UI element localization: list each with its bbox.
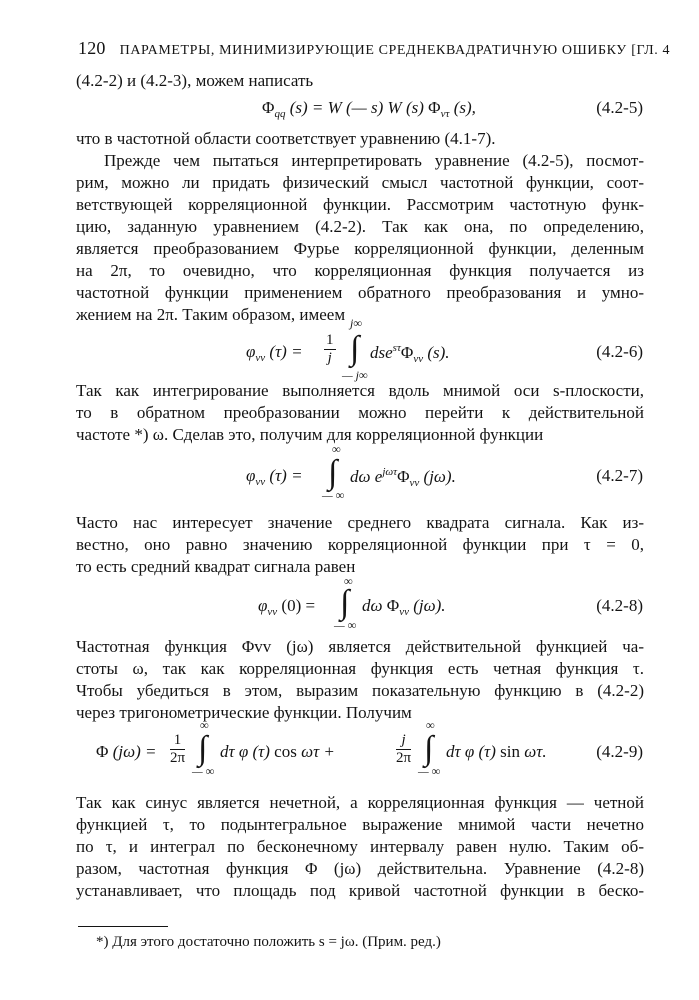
text-line: функцией τ, то подынтегральное выражение мнимой части нечетно	[76, 815, 644, 834]
text-line: Так как синус является нечетной, а корреляционная функция — четной	[76, 793, 644, 812]
text-line: разом, частотная функция Φ (jω) действительна. Уравнение (4.2-8)	[76, 859, 644, 878]
equation-4-2-8: $\varphi_{vv}$ (0) = ∞ ∫ — ∞ dω $\Phi_{vv}$ (jω).	[258, 574, 446, 632]
text-line: Так как интегрирование выполняется вдоль мнимой оси s-плоскости,	[76, 381, 644, 400]
text-line: рим, можно ли придать физический смысл частотной функции, соот-	[76, 173, 644, 192]
equation-4-2-9: Φ (jω) = $\frac{1}{2\pi}$ ∞ ∫ — ∞ dτ φ (τ) cos ωτ + $\frac{j}{2\pi}$ ∞ ∫ — ∞ dτ φ (τ) sin ωτ.	[96, 718, 547, 778]
equation-number: (4.2-5)	[596, 98, 643, 117]
text-line: Чтобы убедиться в этом, выразим показательную функцию в (4.2-2)	[76, 681, 644, 700]
text-line: Часто нас интересует значение среднего квадрата сигнала. Как из-	[76, 513, 644, 532]
chapter-label: [ГЛ. 4	[631, 43, 671, 58]
text-line: ветствующей корреляционной функции. Рассмотрим частотную функ-	[76, 195, 644, 214]
text-line: частотной функции применением обратного преобразования и умно-	[76, 283, 644, 302]
text-line: Частотная функция Φvv (jω) является действительной функцией ча-	[76, 637, 644, 656]
equation-number: (4.2-6)	[596, 342, 643, 361]
equation-number: (4.2-8)	[596, 596, 643, 615]
text-line: частоте *) ω. Сделав это, получим для корреляционной функции	[76, 425, 544, 444]
text-line: через тригонометрические функции. Получим	[76, 703, 412, 722]
text-line: по τ, и интеграл по бесконечному интервалу равен нулю. Таким об-	[76, 837, 644, 856]
equation-4-2-5: $\Phi_{qq}$ (s) = W (— s) W (s) $\Phi_{v\tau}$ (s),	[262, 98, 476, 120]
text-line: (4.2-2) и (4.2-3), можем написать	[76, 71, 314, 90]
page-number: 120	[78, 38, 106, 58]
text-line: что в частотной области соответствует уравнению (4.1-7).	[76, 129, 496, 148]
text-line: цию, заданную уравнением (4.2-2). Так как она, по определению,	[76, 217, 644, 236]
text-line: то в обратном преобразовании можно перейти к действительной	[76, 403, 644, 422]
text-line: жением на 2π. Таким образом, имеем	[76, 305, 346, 324]
text-line: является преобразованием Фурье корреляционной функции, деленным	[76, 239, 644, 258]
running-header	[78, 38, 671, 59]
text-line: устанавливает, что площадь под кривой частотной функции в беско-	[76, 881, 644, 900]
footnote-rule	[78, 926, 168, 927]
text-line: на 2π, то очевидно, что корреляционная функция получается из	[76, 261, 644, 280]
equation-number: (4.2-7)	[596, 466, 643, 485]
equation-4-2-7: $\varphi_{vv}$ (τ) = ∞ ∫ — ∞ dω $e^{j\omega\tau}\Phi_{vv}$ (jω).	[246, 442, 456, 502]
text-line: Прежде чем пытаться интерпретировать уравнение (4.2-5), посмот-	[104, 151, 644, 170]
equation-4-2-6: $\varphi_{vv}$ (τ) = $\frac{1}{j}$ j∞ ∫ — j∞ $dse^{s\tau}\Phi_{vv}$ (s).	[246, 316, 450, 382]
running-title: ПАРАМЕТРЫ, МИНИМИЗИРУЮЩИЕ СРЕДНЕКВАДРАТИЧНУЮ ОШИБКУ	[119, 43, 627, 58]
footnote: *) Для этого достаточно положить s = jω. (Прим. ред.)	[96, 934, 441, 950]
text-line: то есть средний квадрат сигнала равен	[76, 557, 356, 576]
equation-number: (4.2-9)	[596, 742, 643, 761]
text-line: стоты ω, так как корреляционная функция есть четная функция τ.	[76, 659, 644, 678]
text-line: вестно, оно равно значению корреляционной функции при τ = 0,	[76, 535, 644, 554]
